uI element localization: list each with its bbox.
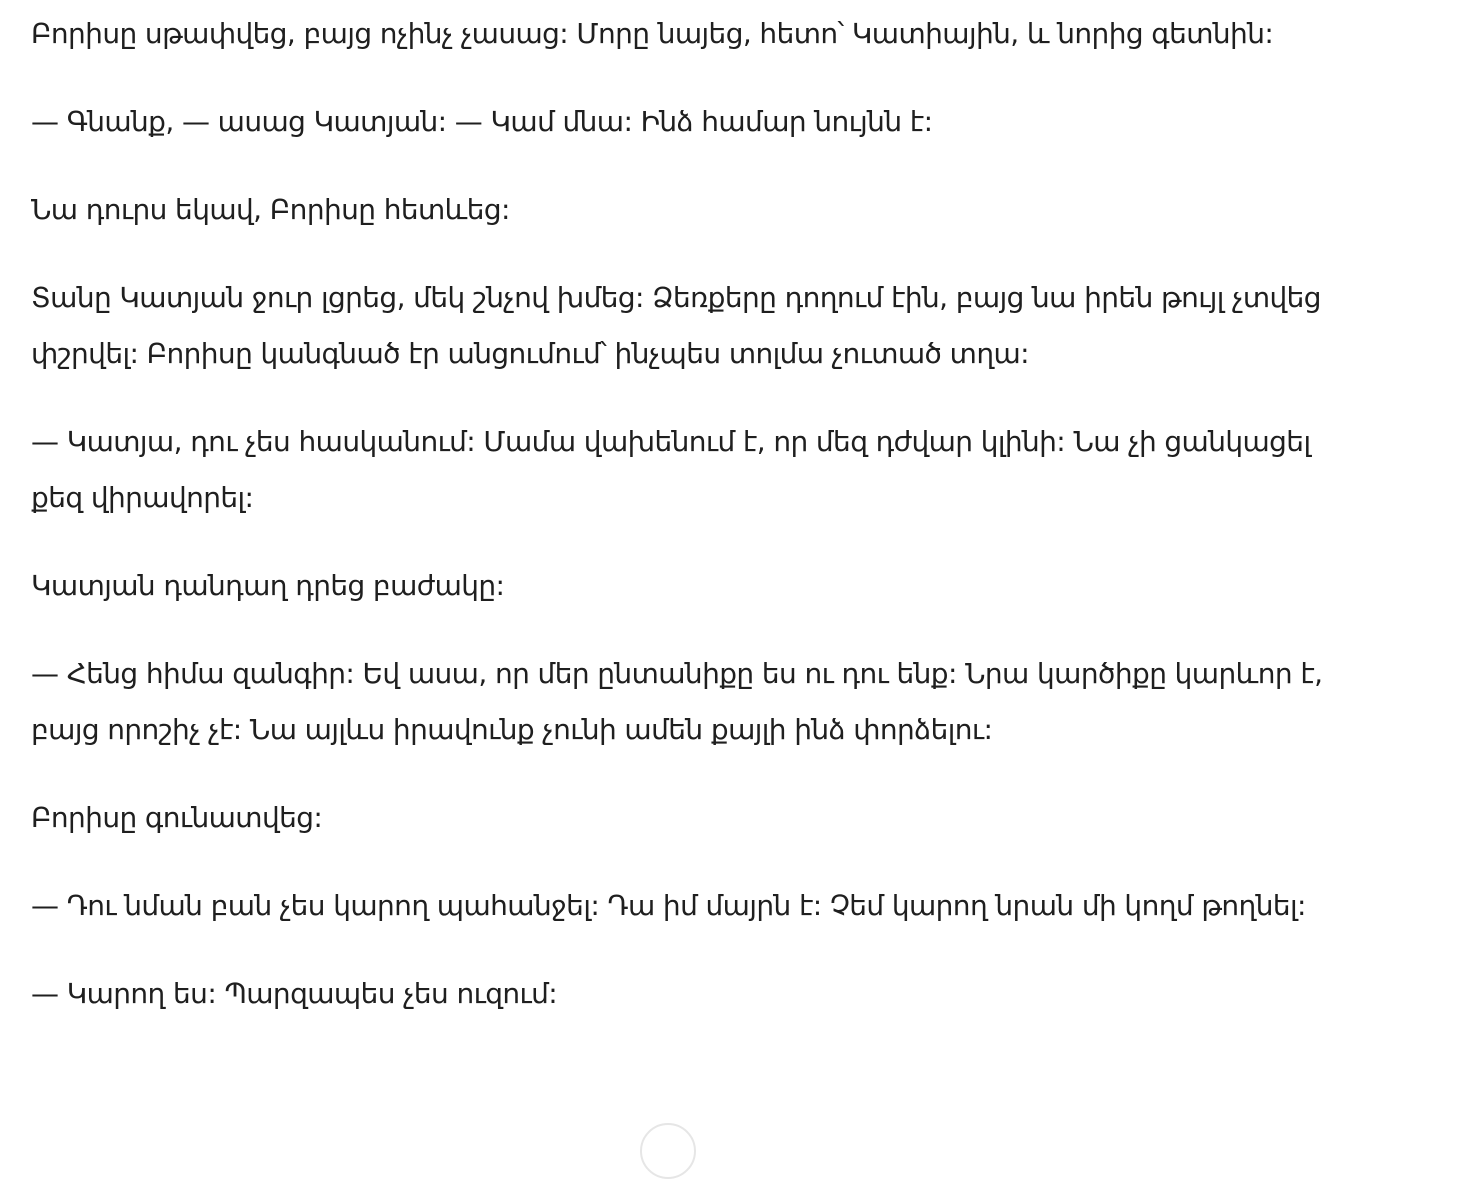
article-body: [31, 6, 1331, 1054]
paragraph: Նա դուրս եկավ, Բորիսը հետևեց:: [31, 193, 510, 226]
paragraph: Տանը Կատյան ջուր լցրեց, մեկ շնչով խմեց: Ձեռքերը դողում էին, բայց նա իրեն թույլ չտվեց փշրվել: Բորիսը կանգնած էր անցումում՝ ինչպես տոլմա չուտած տղա:: [31, 281, 1321, 370]
paragraph: Բորիսը գունատվեց:: [31, 801, 323, 834]
scroll-button[interactable]: [640, 1123, 696, 1179]
paragraph: Կատյան դանդաղ դրեց բաժակը:: [31, 569, 505, 602]
paragraph: Բորիսը սթափվեց, բայց ոչինչ չասաց: Մորը նայեց, հետո՝ Կատիային, և նորից գետնին:: [31, 17, 1274, 50]
paragraph: — Հենց հիմա զանգիր: Եվ ասա, որ մեր ընտանիքը ես ու դու ենք: Նրա կարծիքը կարևոր է, բայց որոշիչ չէ: Նա այլևս իրավունք չունի ամեն քայլի ինձ փորձելու:: [31, 657, 1323, 746]
paragraph: — Կատյա, դու չես հասկանում: Մամա վախենում է, որ մեզ դժվար կլինի: Նա չի ցանկացել քեզ վիրավորել:: [31, 425, 1311, 514]
paragraph: — Դու նման բան չես կարող պահանջել: Դա իմ մայրն է: Չեմ կարող նրան մի կողմ թողնել:: [31, 889, 1306, 922]
paragraph: — Կարող ես: Պարզապես չես ուզում:: [31, 977, 558, 1010]
paragraph: — Գնանք, — ասաց Կատյան: — Կամ մնա: Ինձ համար նույնն է:: [31, 105, 933, 138]
